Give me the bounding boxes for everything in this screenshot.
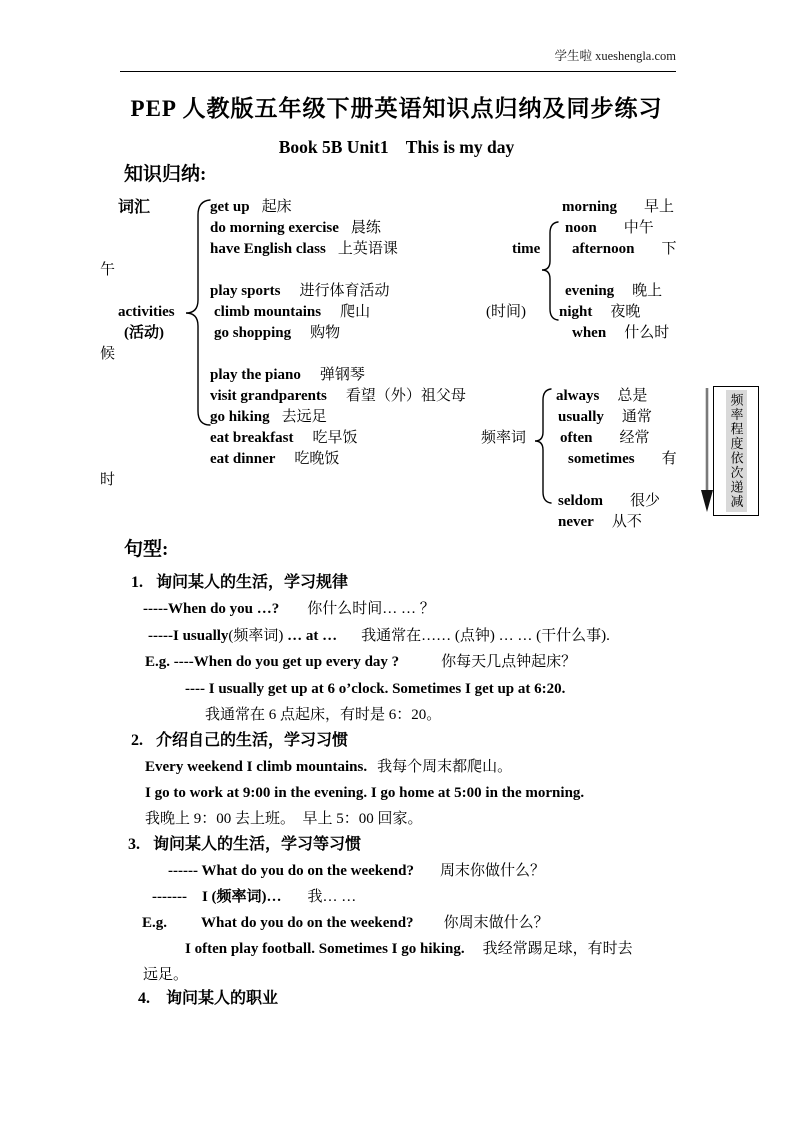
sentence-en: I go to work at 9:00 in the evening. I go home at 5:00 in the morning.	[145, 785, 585, 801]
section-heading-sentences: 句型:	[124, 539, 169, 560]
time-item	[562, 197, 674, 218]
pattern-2-line2	[145, 783, 584, 804]
time-item	[565, 281, 662, 302]
vocab-item-en: get up	[210, 199, 250, 215]
time-item-zh: 下	[661, 241, 677, 257]
freq-sidebar-text: 频率程度依次递减	[726, 390, 747, 512]
time-item	[559, 302, 640, 323]
vocab-item-zh: 晨练	[350, 220, 381, 236]
freq-item-en: always	[556, 388, 600, 404]
pattern-title: 询问某人的职业	[166, 990, 279, 1007]
freq-item-en: never	[558, 514, 594, 530]
time-item-en: noon	[565, 220, 597, 236]
freq-item-zh: 通常	[621, 409, 652, 425]
sentence-en: I (频率词)…	[201, 889, 282, 905]
pattern-3-heading	[128, 834, 361, 856]
time-brace	[540, 219, 560, 323]
vocab-item	[210, 281, 389, 302]
freq-item	[558, 491, 660, 512]
freq-item-en: usually	[558, 409, 604, 425]
pattern-4-heading	[138, 988, 278, 1010]
freq-item-zh: 总是	[617, 388, 648, 404]
pattern-3-example-a-wrap	[143, 965, 188, 986]
pattern-title: 介绍自己的生活，学习习惯	[156, 732, 349, 749]
header-rule	[120, 71, 676, 72]
pattern-3-example-a	[185, 939, 633, 960]
pattern-2-line2-zh	[145, 809, 423, 830]
freq-item	[560, 428, 650, 449]
sentence-zh: 我经常踢足球，有时去	[482, 941, 633, 957]
activities-brace	[182, 197, 212, 429]
vocab-item-zh: 去远足	[281, 409, 327, 425]
site-credit: 学生啦 xueshengla.com	[554, 49, 676, 63]
sentence-en: -------	[152, 889, 187, 905]
vocab-item-en: go shopping	[214, 325, 292, 341]
sentence-en: Every weekend I climb mountains.	[145, 759, 368, 775]
section-heading-knowledge: 知识归纳:	[124, 164, 207, 185]
pattern-1-question	[143, 599, 435, 620]
vocab-item-en: eat breakfast	[210, 430, 294, 446]
vocab-item-zh: 起床	[261, 199, 292, 215]
time-item-zh: 晚上	[632, 283, 663, 299]
sentence-zh: 我通常在 6 点起床，有时是 6：20。	[205, 707, 442, 723]
vocab-item-zh: 进行体育活动	[299, 283, 390, 299]
sentence-en: … at …	[283, 628, 338, 644]
pattern-title: 询问某人的生活，学习等习惯	[153, 836, 362, 853]
time-item-zh: 什么时	[624, 325, 670, 341]
pattern-1-example-a	[185, 679, 565, 700]
frequency-brace	[533, 386, 553, 506]
pattern-1-answer	[148, 626, 610, 647]
vocab-item-zh: 弹钢琴	[319, 367, 365, 383]
vocab-item-zh: 上英语课	[337, 241, 398, 257]
time-item	[572, 239, 677, 260]
time-item-en: night	[559, 304, 593, 320]
sentence-zh: 你每天几点钟起床？	[441, 654, 577, 670]
vocab-item-en: have English class	[210, 241, 326, 257]
sentence-zh: 远足。	[143, 967, 189, 983]
activities-label: activities	[118, 304, 175, 320]
time-item-zh: 夜晚	[610, 304, 641, 320]
vocab-item	[210, 197, 292, 218]
pattern-title: 询问某人的生活，学习规律	[156, 574, 349, 591]
vocab-item	[210, 218, 381, 239]
vocab-item-en: play sports	[210, 283, 281, 299]
pattern-number: 4.	[138, 990, 150, 1007]
vocab-item-en: do morning exercise	[210, 220, 339, 236]
pattern-1-heading	[131, 572, 348, 594]
freq-item-zh: 有	[661, 451, 677, 467]
vocab-item	[210, 386, 466, 407]
time-item-en: when	[572, 325, 607, 341]
pattern-1-example-a-zh	[205, 705, 441, 726]
doc-subtitle: Book 5B Unit1 This is my day	[278, 137, 515, 157]
sentence-zh: 我晚上 9：00 去上班。 早上 5：00 回家。	[145, 811, 423, 827]
pattern-number: 3.	[128, 836, 140, 853]
time-item-zh: 早上	[644, 199, 675, 215]
pattern-2-heading	[131, 730, 348, 752]
freq-item-zh: 从不	[611, 514, 642, 530]
freq-item-en: sometimes	[568, 451, 635, 467]
freq-item	[568, 449, 677, 470]
vocab-item-zh: 爬山	[340, 304, 371, 320]
activities-label-zh: (活动)	[124, 325, 164, 341]
vocab-item-en: eat dinner	[210, 451, 276, 467]
freq-sidebar-box	[713, 386, 759, 516]
sentence-en: ---- I usually get up at 6 o’clock. Sometimes I get up at 6:20.	[185, 681, 566, 697]
vocab-item	[214, 323, 340, 344]
sentence-zh: 我每个周末都爬山。	[377, 759, 513, 775]
time-annotation: (时间)	[486, 304, 526, 320]
pattern-3-question	[168, 861, 545, 882]
time-item	[565, 218, 654, 239]
pattern-number: 2.	[131, 732, 143, 749]
freq-item	[558, 407, 652, 428]
vocab-item	[210, 365, 365, 386]
sentence-zh: 我通常在…… (点钟) … … (干什么事).	[361, 628, 610, 644]
freq-item	[556, 386, 647, 407]
vocab-item-zh: 吃晚饭	[294, 451, 340, 467]
time-item-en: evening	[565, 283, 615, 299]
doc-title: PEP 人教版五年级下册英语知识点归纳及同步练习	[130, 96, 663, 121]
vocab-item-en: visit grandparents	[210, 388, 327, 404]
vocab-item-zh: 吃早饭	[312, 430, 358, 446]
vocab-item-zh: 购物	[310, 325, 341, 341]
frequency-label: 频率词	[481, 430, 527, 446]
vocab-item	[210, 449, 339, 470]
vocab-item-en: play the piano	[210, 367, 301, 383]
pattern-1-example-q	[145, 652, 576, 673]
time-item-zh: 中午	[623, 220, 654, 236]
time-item	[572, 323, 669, 344]
vocab-item	[210, 407, 327, 428]
sentence-en: -----When do you …?	[143, 601, 280, 617]
overflow-char-hou: 候	[100, 346, 116, 362]
pattern-3-example-q	[142, 913, 549, 934]
overflow-char-wu: 午	[100, 262, 116, 278]
freq-item-zh: 经常	[619, 430, 650, 446]
time-item-en: afternoon	[572, 241, 635, 257]
pattern-number: 1.	[131, 574, 143, 591]
pattern-3-answer	[152, 887, 356, 908]
sentence-en: I often play football. Sometimes I go hiking.	[185, 941, 465, 957]
vocab-label: 词汇	[118, 199, 151, 216]
freq-item-en: often	[560, 430, 593, 446]
vocab-item	[214, 302, 370, 323]
eg-label: E.g.	[142, 915, 168, 931]
sentence-note: (频率词)	[228, 628, 284, 644]
time-label: time	[512, 241, 541, 257]
sentence-zh: 你什么时间… … ？	[307, 601, 435, 617]
freq-item-zh: 很少	[630, 493, 661, 509]
vocab-item	[210, 428, 357, 449]
pattern-2-line1	[145, 757, 512, 778]
sentence-zh: 你周末做什么？	[443, 915, 549, 931]
vocab-item	[210, 239, 398, 260]
vocab-item-en: go hiking	[210, 409, 270, 425]
sentence-en: What do you do on the weekend?	[201, 915, 414, 931]
sentence-en: ------ What do you do on the weekend?	[168, 863, 414, 879]
sentence-zh: 周末你做什么？	[439, 863, 545, 879]
sentence-en: -----I usually	[148, 628, 229, 644]
sentence-en: E.g. ----When do you get up every day ?	[145, 654, 400, 670]
freq-item-en: seldom	[558, 493, 603, 509]
overflow-char-shi: 时	[100, 472, 116, 488]
vocab-item-en: climb mountains	[214, 304, 322, 320]
time-item-en: morning	[562, 199, 618, 215]
sentence-zh: 我… …	[307, 889, 357, 905]
freq-item	[558, 512, 642, 533]
vocab-item-zh: 看望（外）祖父母	[345, 388, 466, 404]
